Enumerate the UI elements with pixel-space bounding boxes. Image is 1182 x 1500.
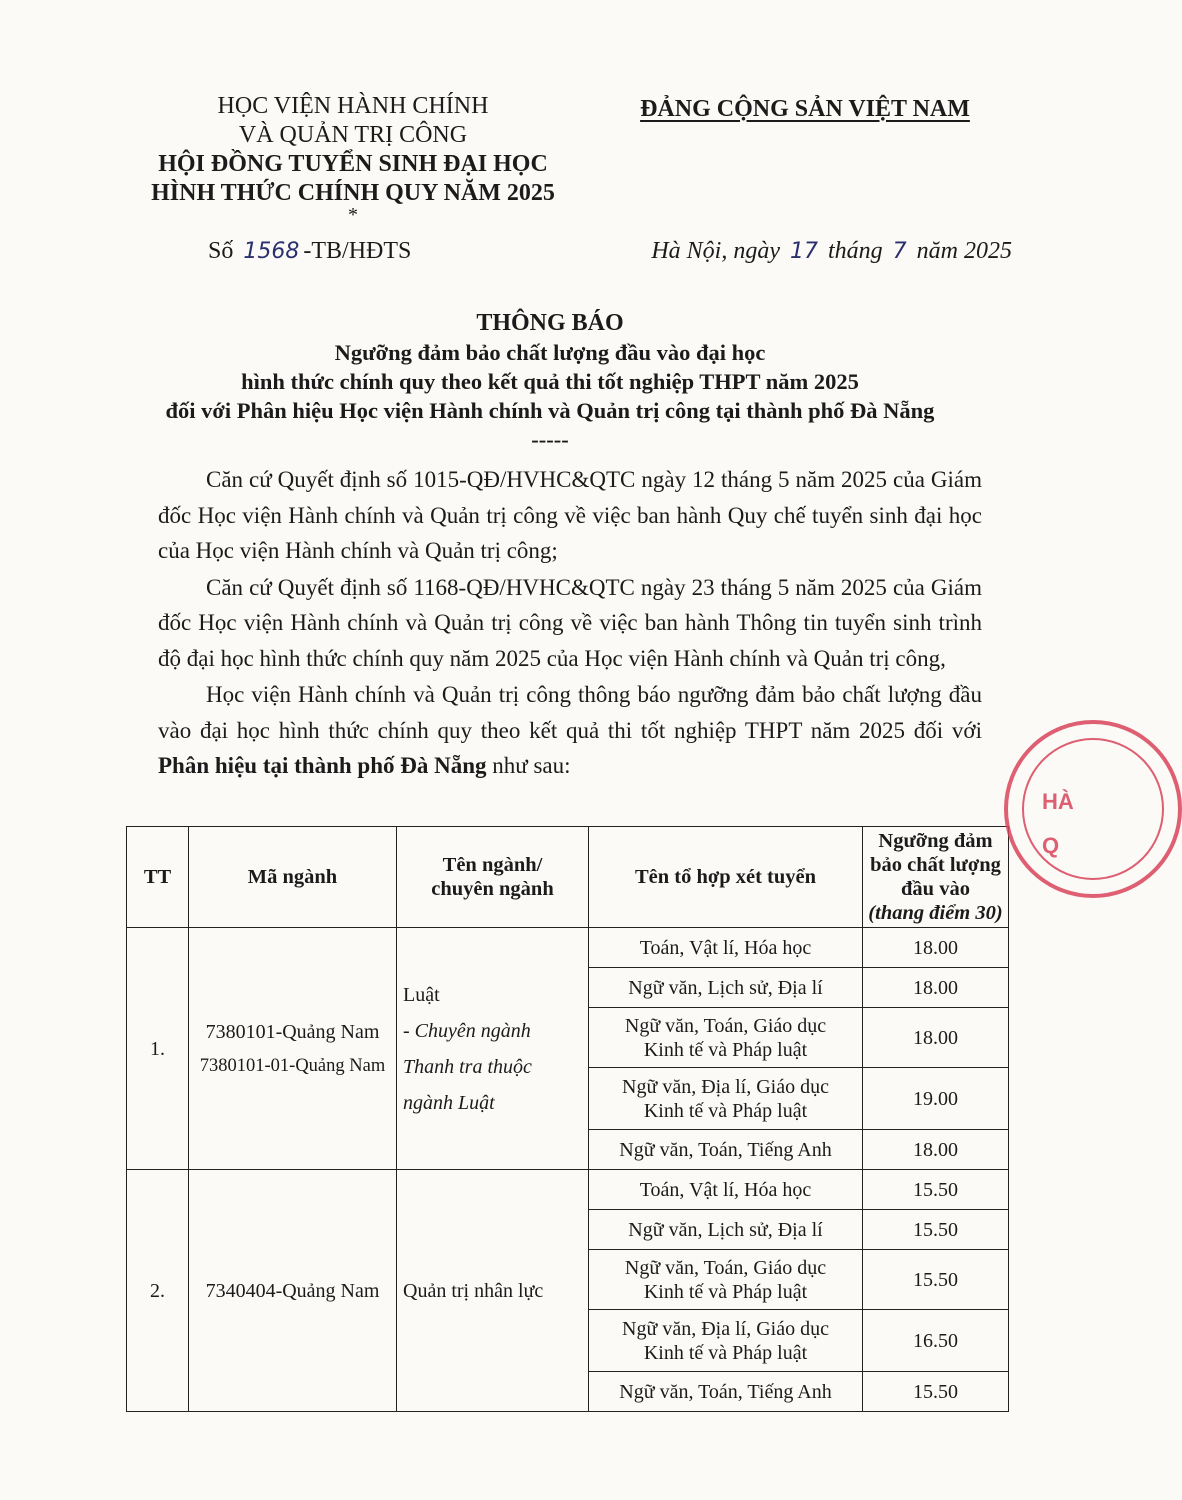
paragraph-3-text: Học viện Hành chính và Quản trị công thông báo ngưỡng đảm bảo chất lượng đầu vào đại học hình thức chính quy theo kết quả thi tốt nghiệp THPT năm 2025 đối với — [158, 682, 982, 743]
official-seal-text — [1042, 780, 1074, 868]
combination-line-2: Kinh tế và Pháp luật — [643, 1038, 808, 1061]
doc-number-handwritten: 1568 — [243, 239, 300, 264]
table-header-row — [127, 827, 1009, 928]
combination-line-2: Kinh tế và Pháp luật — [643, 1341, 808, 1364]
combination-line-2: Kinh tế và Pháp luật — [643, 1099, 808, 1122]
date-year: năm 2025 — [916, 238, 1012, 264]
header-major-line-1: Tên ngành/ — [442, 854, 543, 876]
major-line-1: Luật — [403, 983, 440, 1006]
table-row — [127, 1170, 1009, 1210]
council-line-2: HÌNH THỨC CHÍNH QUY NĂM 2025 — [151, 180, 555, 206]
code-line-1: 7380101-Quảng Nam — [205, 1020, 380, 1043]
major-line-2: - Chuyên ngành — [403, 1019, 531, 1042]
header-threshold-line-3: đầu vào — [901, 878, 970, 900]
doc-suffix: -TB/HĐTS — [303, 238, 412, 264]
notice-title: THÔNG BÁO — [476, 310, 624, 336]
paragraph-3-campus: Phân hiệu tại thành phố Đà Nẵng — [158, 753, 487, 778]
major-line-3: Thanh tra thuộc — [403, 1055, 532, 1078]
combination-cell — [589, 1250, 863, 1310]
code-cell — [189, 928, 397, 1170]
official-seal — [1004, 720, 1182, 898]
date-line — [570, 238, 1012, 265]
title-divider: ----- — [531, 427, 569, 452]
tt-cell: 2. — [127, 1170, 189, 1412]
score-cell: 18.00 — [863, 928, 1009, 968]
score-cell: 15.50 — [863, 1372, 1009, 1412]
header-code: Mã ngành — [189, 827, 397, 928]
header-threshold-line-2: bảo chất lượng — [870, 854, 1001, 876]
score-cell: 15.50 — [863, 1210, 1009, 1250]
document-number — [208, 238, 411, 265]
header-threshold-line-1: Ngưỡng đảm — [878, 830, 993, 852]
header-threshold — [863, 827, 1009, 928]
combination-cell: Ngữ văn, Lịch sử, Địa lí — [589, 968, 863, 1008]
star-mark: * — [348, 204, 358, 226]
admission-threshold-table — [126, 826, 1009, 1412]
doc-prefix: Số — [208, 238, 234, 264]
tt-cell: 1. — [127, 928, 189, 1170]
score-cell: 15.50 — [863, 1170, 1009, 1210]
score-cell: 18.00 — [863, 1130, 1009, 1170]
combination-cell: Ngữ văn, Toán, Tiếng Anh — [589, 1130, 863, 1170]
major-line-4: ngành Luật — [403, 1091, 495, 1114]
code-line-2: 7380101-01-Quảng Nam — [199, 1055, 386, 1076]
notice-subtitle-3: đối với Phân hiệu Học viện Hành chính và Quản trị công tại thành phố Đà Nẵng — [165, 398, 935, 423]
combination-cell: Ngữ văn, Toán, Tiếng Anh — [589, 1372, 863, 1412]
paragraph-3 — [158, 677, 982, 784]
org-line-2: VÀ QUẢN TRỊ CÔNG — [238, 122, 468, 148]
notice-body — [158, 462, 982, 785]
official-seal-text-1: HÀ — [1042, 789, 1074, 814]
notice-subtitle-2: hình thức chính quy theo kết quả thi tốt nghiệp THPT năm 2025 — [241, 369, 859, 394]
combination-cell: Toán, Vật lí, Hóa học — [589, 928, 863, 968]
issuer-block — [88, 92, 618, 226]
combination-line-1: Ngữ văn, Địa lí, Giáo dục — [622, 1317, 829, 1340]
score-cell: 18.00 — [863, 968, 1009, 1008]
score-cell: 16.50 — [863, 1310, 1009, 1372]
paragraph-3-end: như sau: — [492, 753, 571, 778]
score-cell: 15.50 — [863, 1250, 1009, 1310]
combination-cell — [589, 1008, 863, 1068]
header-major-line-2: chuyên ngành — [431, 878, 554, 900]
table-row — [127, 928, 1009, 968]
combination-cell — [589, 1068, 863, 1130]
header-combination: Tên tổ hợp xét tuyển — [589, 827, 863, 928]
header-threshold-line-4: (thang điểm 30) — [868, 902, 1003, 924]
notice-subtitle-1: Ngưỡng đảm bảo chất lượng đầu vào đại học — [334, 340, 766, 365]
header-tt: TT — [127, 827, 189, 928]
combination-line-1: Ngữ văn, Địa lí, Giáo dục — [622, 1075, 829, 1098]
date-day: 17 — [789, 239, 818, 264]
paragraph-2: Căn cứ Quyết định số 1168-QĐ/HVHC&QTC ngày 23 tháng 5 năm 2025 của Giám đốc Học viện Hành chính và Quản trị công về việc ban hành Thông tin tuyển sinh trình độ đại học hình thức chính quy năm 2025 của Học viện Hành chính và Quản trị công, — [158, 574, 982, 671]
party-heading: ĐẢNG CỘNG SẢN VIỆT NAM — [640, 96, 970, 122]
combination-line-1: Ngữ văn, Toán, Giáo dục — [624, 1014, 827, 1037]
official-seal-text-2: Q — [1042, 833, 1060, 858]
date-month-label: tháng — [827, 238, 883, 264]
date-place: Hà Nội, ngày — [651, 238, 780, 264]
code-cell: 7340404-Quảng Nam — [189, 1170, 397, 1412]
council-line-1: HỘI ĐỒNG TUYỂN SINH ĐẠI HỌC — [158, 151, 548, 177]
header-major — [397, 827, 589, 928]
score-cell: 18.00 — [863, 1008, 1009, 1068]
combination-line-2: Kinh tế và Pháp luật — [643, 1280, 808, 1303]
combination-cell: Ngữ văn, Lịch sử, Địa lí — [589, 1210, 863, 1250]
combination-cell — [589, 1310, 863, 1372]
notice-title-block — [60, 308, 1040, 454]
major-cell: Quản trị nhân lực — [397, 1170, 589, 1412]
date-month: 7 — [892, 239, 907, 264]
combination-cell: Toán, Vật lí, Hóa học — [589, 1170, 863, 1210]
org-line-1: HỌC VIỆN HÀNH CHÍNH — [217, 93, 489, 119]
paragraph-1: Căn cứ Quyết định số 1015-QĐ/HVHC&QTC ngày 12 tháng 5 năm 2025 của Giám đốc Học viện Hành chính và Quản trị công về việc ban hành Quy chế tuyển sinh đại học của Học viện Hành chính và Quản trị công; — [158, 467, 982, 563]
score-cell: 19.00 — [863, 1068, 1009, 1130]
combination-line-1: Ngữ văn, Toán, Giáo dục — [624, 1256, 827, 1279]
major-cell — [397, 928, 589, 1170]
